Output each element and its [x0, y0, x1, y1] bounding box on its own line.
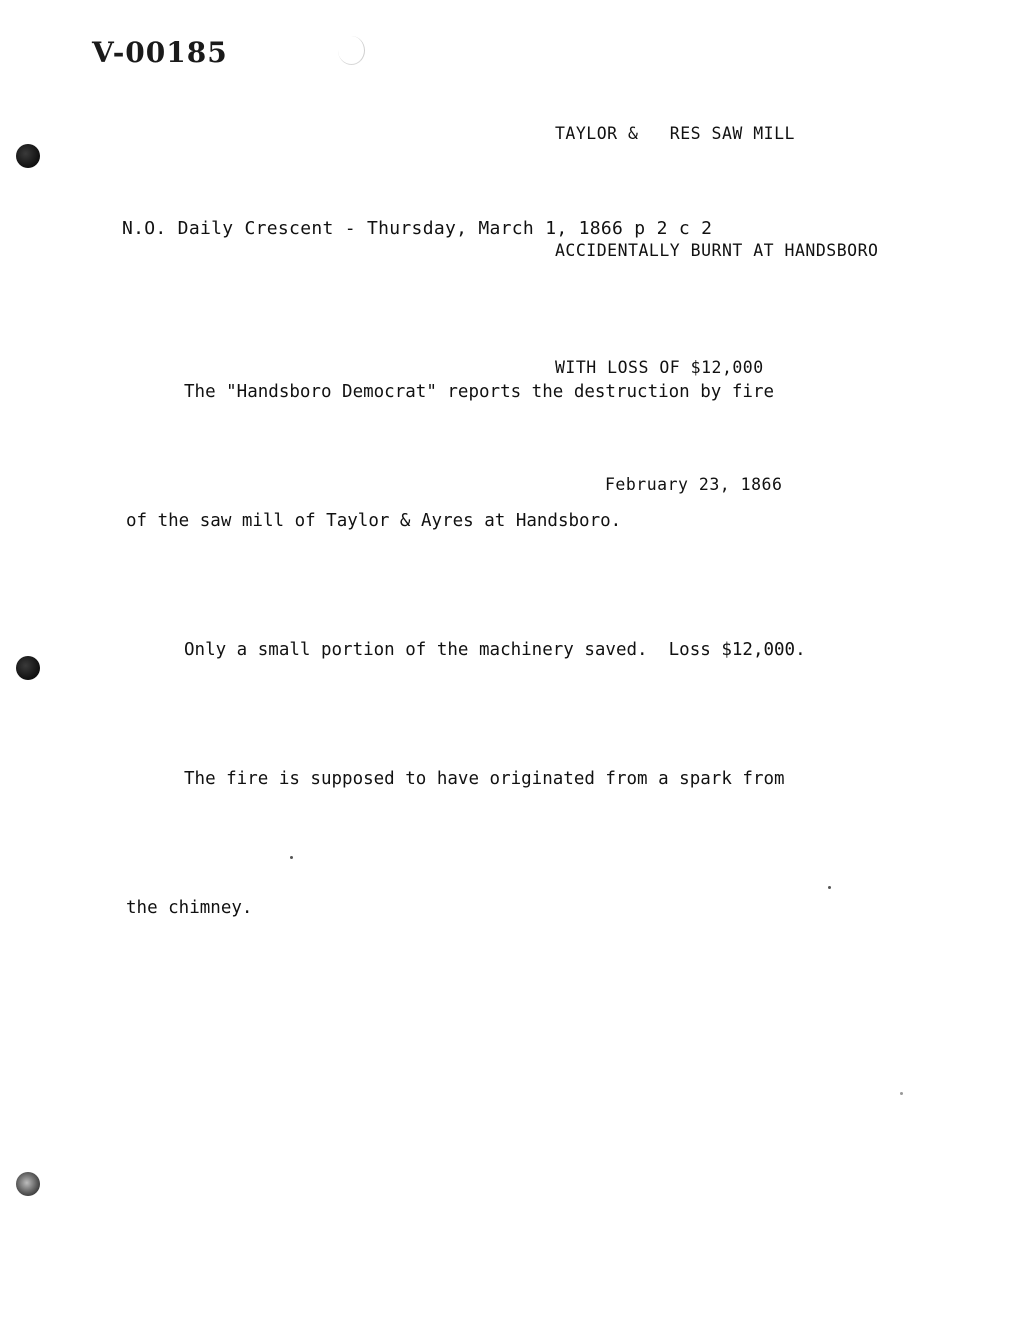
paper-smudge: [338, 36, 365, 65]
body-line: The "Handsboro Democrat" reports the destruction by fire: [184, 382, 775, 402]
document-id: V-00185: [92, 36, 228, 69]
source-citation: N.O. Daily Crescent - Thursday, March 1, 1866 p 2 c 2: [122, 218, 713, 239]
body-line: of the saw mill of Taylor & Ayres at Handsboro.: [126, 511, 622, 531]
punch-hole-bottom: [16, 1172, 40, 1196]
body-line: Only a small portion of the machinery saved. Loss $12,000.: [184, 640, 806, 660]
body-line: The fire is supposed to have originated from a spark from: [184, 769, 785, 789]
punch-hole-top: [16, 144, 40, 168]
headline-date: February 23, 1866: [605, 475, 783, 494]
headline-line: WITH LOSS OF $12,000: [555, 358, 764, 377]
headline-line: ACCIDENTALLY BURNT AT HANDSBORO: [555, 241, 879, 260]
article-body: [126, 285, 906, 1016]
headline-line: TAYLOR & RES SAW MILL: [555, 124, 795, 143]
punch-hole-middle: [16, 656, 40, 680]
paper-speck: [900, 1092, 903, 1095]
body-line: the chimney.: [126, 898, 253, 918]
